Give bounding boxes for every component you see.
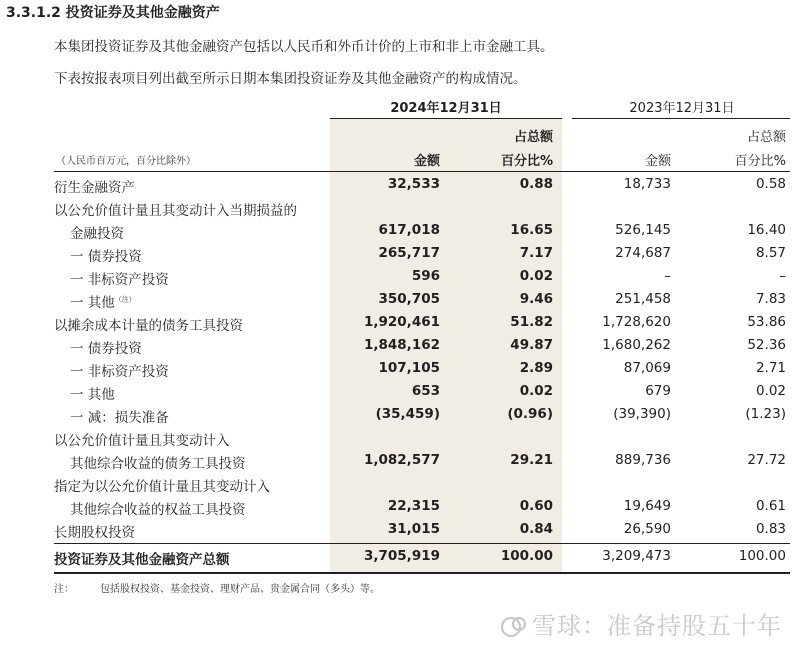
amount-2024: (35,459) — [375, 406, 440, 422]
pct-2024: (0.96) — [507, 406, 553, 422]
col-pct-2024-line1: 占总额 — [513, 130, 553, 145]
row-label: 衍生金融资产 — [54, 180, 135, 196]
row-label: 其他综合收益的权益工具投资 — [70, 502, 246, 518]
header-bottom-rule — [54, 171, 790, 172]
row-label: 一 债券投资 — [70, 341, 142, 357]
table-row — [0, 360, 800, 382]
pct-2024: 16.65 — [510, 222, 553, 238]
table-row — [0, 291, 800, 313]
footnote-marker-label: 注： — [54, 584, 74, 595]
amount-2024: 596 — [411, 268, 440, 284]
amount-2024: 1,082,577 — [363, 452, 440, 468]
col-pct-2023-line2: 百分比% — [734, 154, 786, 169]
amount-2023: 1,728,620 — [602, 314, 671, 330]
row-label: 一 其他 — [70, 387, 115, 403]
col-amount-2023: 金额 — [644, 154, 671, 169]
footnote-text: 包括股权投资、基金投资、理财产品、贵金属合同（多头）等。 — [100, 584, 380, 595]
row-label: 以公允价值计量且其变动计入当期损益的 — [54, 203, 297, 219]
col-amount-2024: 金额 — [413, 154, 440, 169]
pct-2024: 0.84 — [519, 521, 553, 537]
table-row — [0, 498, 800, 520]
pct-2024: 2.89 — [519, 360, 553, 376]
table-row — [0, 429, 800, 451]
pct-2024: 0.60 — [519, 498, 553, 514]
unit-note: （人民币百万元，百分比除外） — [56, 156, 196, 167]
amount-2024: 32,533 — [387, 176, 440, 192]
row-label: 以摊余成本计量的债务工具投资 — [54, 318, 243, 334]
amount-2023: 274,687 — [615, 245, 671, 261]
total-pct-2024: 100.00 — [500, 548, 553, 564]
total-amount-2024: 3,705,919 — [363, 548, 440, 564]
pct-2024: 9.46 — [519, 291, 553, 307]
amount-2023: 526,145 — [615, 222, 671, 238]
row-label — [70, 291, 136, 311]
year-2023-header: 2023年12月31日 — [629, 101, 735, 116]
amount-2024: 265,717 — [378, 245, 440, 261]
pct-2024: 0.02 — [519, 268, 553, 284]
pct-2023: 0.58 — [755, 176, 786, 192]
row-label: 长期股权投资 — [54, 525, 135, 541]
row-label-text: 一 其他 — [70, 295, 115, 311]
row-label: 金融投资 — [70, 226, 124, 242]
amount-2024: 1,920,461 — [363, 314, 440, 330]
table-row — [0, 245, 800, 267]
amount-2024: 617,018 — [378, 222, 440, 238]
row-label: 一 债券投资 — [70, 249, 142, 265]
amount-2023: 889,736 — [615, 452, 671, 468]
amount-2023: 26,590 — [623, 521, 671, 537]
table-row — [0, 475, 800, 497]
table-row — [0, 222, 800, 244]
amount-2024: 22,315 — [387, 498, 440, 514]
col-pct-2023-line1: 占总额 — [746, 130, 786, 145]
row-label: 其他综合收益的债务工具投资 — [70, 456, 246, 472]
amount-2023: – — [664, 268, 671, 284]
pct-2023: 52.36 — [747, 337, 786, 353]
table-row — [0, 314, 800, 336]
pct-2023: – — [779, 268, 786, 284]
pct-2023: 8.57 — [755, 245, 786, 261]
pct-2023: 7.83 — [755, 291, 786, 307]
pct-2024: 51.82 — [510, 314, 553, 330]
pct-2023: 16.40 — [747, 222, 786, 238]
row-label: 一 非标资产投资 — [70, 364, 169, 380]
watermark-text: 雪球：准备持股五十年 — [532, 612, 782, 640]
amount-2023: 19,649 — [623, 498, 671, 514]
row-label: 一 减：损失准备 — [70, 410, 169, 426]
pct-2023: 53.86 — [747, 314, 786, 330]
row-label: 指定为以公允价值计量且其变动计入 — [54, 479, 270, 495]
table-intro-paragraph: 下表按报表项目列出截至所示日期本集团投资证券及其他金融资产的构成情况。 — [54, 71, 527, 87]
pct-2023: 0.02 — [755, 383, 786, 399]
total-amount-2023: 3,209,473 — [602, 548, 671, 564]
table-row — [0, 406, 800, 428]
header-rule-2023 — [572, 118, 790, 119]
table-row — [0, 337, 800, 359]
amount-2023: (39,390) — [613, 406, 671, 422]
header-rule-2024 — [330, 118, 562, 119]
pct-2024: 49.87 — [510, 337, 553, 353]
amount-2023: 251,458 — [615, 291, 671, 307]
total-pct-2023: 100.00 — [738, 548, 786, 564]
amount-2023: 87,069 — [623, 360, 671, 376]
amount-2024: 1,848,162 — [363, 337, 440, 353]
amount-2023: 679 — [645, 383, 671, 399]
pct-2024: 0.02 — [519, 383, 553, 399]
snowball-logo-icon — [500, 615, 528, 637]
pct-2023: 0.83 — [755, 521, 786, 537]
amount-2023: 1,680,262 — [602, 337, 671, 353]
pct-2023: 27.72 — [747, 452, 786, 468]
table-row — [0, 383, 800, 405]
total-row — [0, 548, 800, 570]
pct-2024: 0.88 — [519, 176, 553, 192]
total-bottom-rule — [54, 572, 790, 574]
intro-paragraph: 本集团投资证券及其他金融资产包括以人民币和外币计价的上市和非上市金融工具。 — [54, 39, 554, 55]
table-row — [0, 199, 800, 221]
pct-2024: 29.21 — [510, 452, 553, 468]
amount-2023: 18,733 — [623, 176, 671, 192]
pct-2023: (1.23) — [745, 406, 786, 422]
section-title: 3.3.1.2 投资证券及其他金融资产 — [6, 5, 220, 21]
amount-2024: 653 — [411, 383, 440, 399]
row-label: 一 非标资产投资 — [70, 272, 169, 288]
amount-2024: 350,705 — [378, 291, 440, 307]
year-2024-header: 2024年12月31日 — [390, 101, 502, 116]
table-row — [0, 268, 800, 290]
total-label: 投资证券及其他金融资产总额 — [54, 552, 230, 568]
footnote-marker: （注） — [114, 295, 136, 304]
amount-2024: 107,105 — [378, 360, 440, 376]
pct-2023: 2.71 — [755, 360, 786, 376]
total-top-rule — [54, 543, 790, 544]
watermark — [500, 606, 782, 641]
pct-2024: 7.17 — [519, 245, 553, 261]
col-pct-2024-line2: 百分比% — [500, 154, 553, 169]
table-row — [0, 452, 800, 474]
pct-2023: 0.61 — [755, 498, 786, 514]
table-row — [0, 521, 800, 543]
table-row — [0, 176, 800, 198]
amount-2024: 31,015 — [387, 521, 440, 537]
row-label: 以公允价值计量且其变动计入 — [54, 433, 230, 449]
